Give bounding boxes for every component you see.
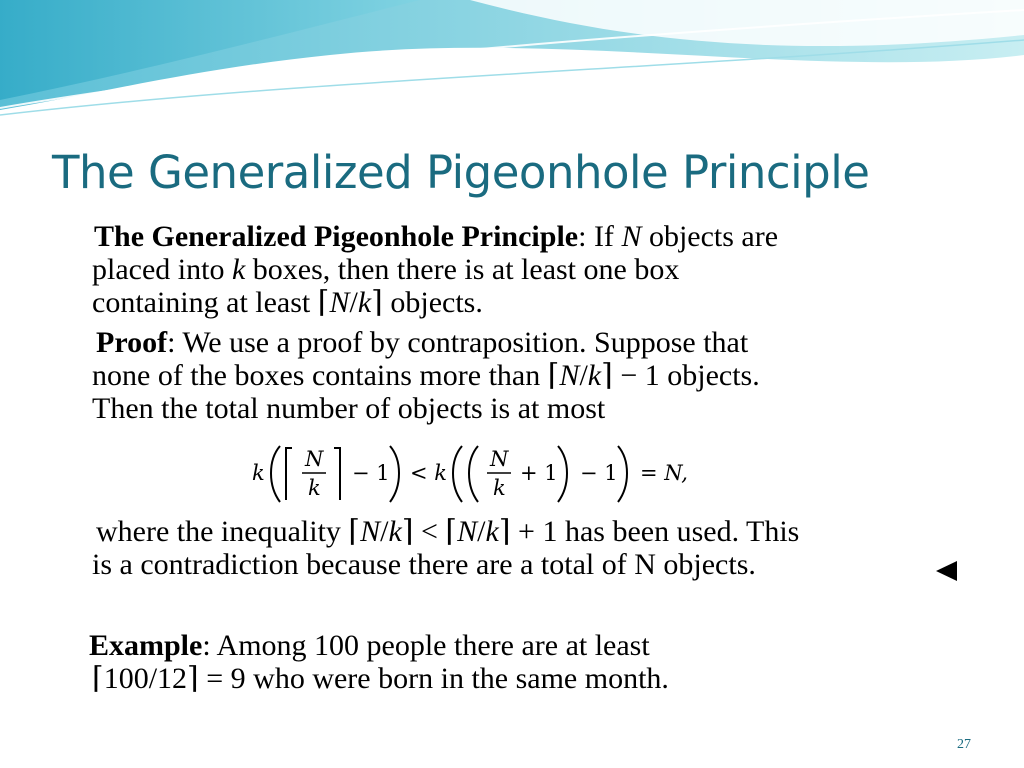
proof-label: Proof [96,326,168,359]
slide-title: The Generalized Pigeonhole Principle [52,146,870,199]
formula-minus-one-b: − 1 [580,461,618,485]
variable-n: N [457,515,478,548]
qed-triangle-icon [936,561,957,581]
example-text: : Among 100 people there are at least [202,629,650,662]
header-wave-banner [0,0,1024,120]
theorem-text: placed into [92,253,232,286]
theorem-text: boxes, then there is at least one box [245,253,680,286]
theorem-line-2 [92,253,778,286]
conclusion-text: ⌉ < ⌈ [401,515,458,548]
theorem-text: : If [578,220,622,253]
variable-k: k [231,253,246,286]
variable-n: N [559,359,580,392]
formula-less-than: < k [410,461,447,485]
theorem-text: / [349,286,358,319]
variable-n: N [360,515,381,548]
theorem-text: ⌉ objects. [371,286,483,319]
proof-text: / [579,359,588,392]
formula-equals-n: = N, [640,461,688,485]
conclusion-text: / [380,515,389,548]
variable-k: k [388,515,402,548]
proof-text: : We use a proof by contraposition. Suppose that [167,326,749,359]
proof-text: none of the boxes contains more than ⌈ [92,359,560,392]
variable-k: k [587,359,602,392]
conclusion-line-1 [96,515,799,548]
theorem-line-1 [94,220,778,253]
inequality-formula [250,440,710,506]
proof-line-3: Then the total number of objects is at most [92,392,606,425]
proof-text: ⌉ − 1 objects. [601,359,760,392]
formula-frac2-den: k [493,476,506,500]
variable-k: k [357,286,372,319]
formula-k: k [252,461,265,485]
formula-frac1-num: N [305,447,324,471]
example-line-2: ⌈100/12⌉ = 9 who were born in the same month. [92,662,669,695]
proof-line-1 [96,326,760,359]
theorem-label: The Generalized Pigeonhole Principle [94,220,579,253]
formula-minus-one: − 1 [352,461,390,485]
formula-plus-one: + 1 [520,461,558,485]
example-label: Example [89,629,203,662]
theorem-text: containing at least ⌈ [92,286,330,319]
conclusion-text: ⌉ + 1 has been used. This [498,515,800,548]
variable-n: N [329,286,350,319]
variable-k: k [485,515,499,548]
formula-frac2-num: N [490,447,509,471]
variable-n: N [621,220,642,253]
theorem-line-3 [92,286,778,319]
proof-line-2 [92,359,760,392]
theorem-text: objects are [641,220,779,253]
example-paragraph [89,629,669,695]
page-number: 27 [957,737,971,752]
theorem-statement [94,220,778,319]
conclusion-paragraph [92,515,800,581]
conclusion-text: / [477,515,486,548]
example-line-1 [89,629,669,662]
conclusion-text: where the inequality ⌈ [96,515,361,548]
formula-frac1-den: k [308,476,321,500]
proof-paragraph [92,326,760,425]
conclusion-line-2: is a contradiction because there are a total of N objects. [92,548,756,581]
